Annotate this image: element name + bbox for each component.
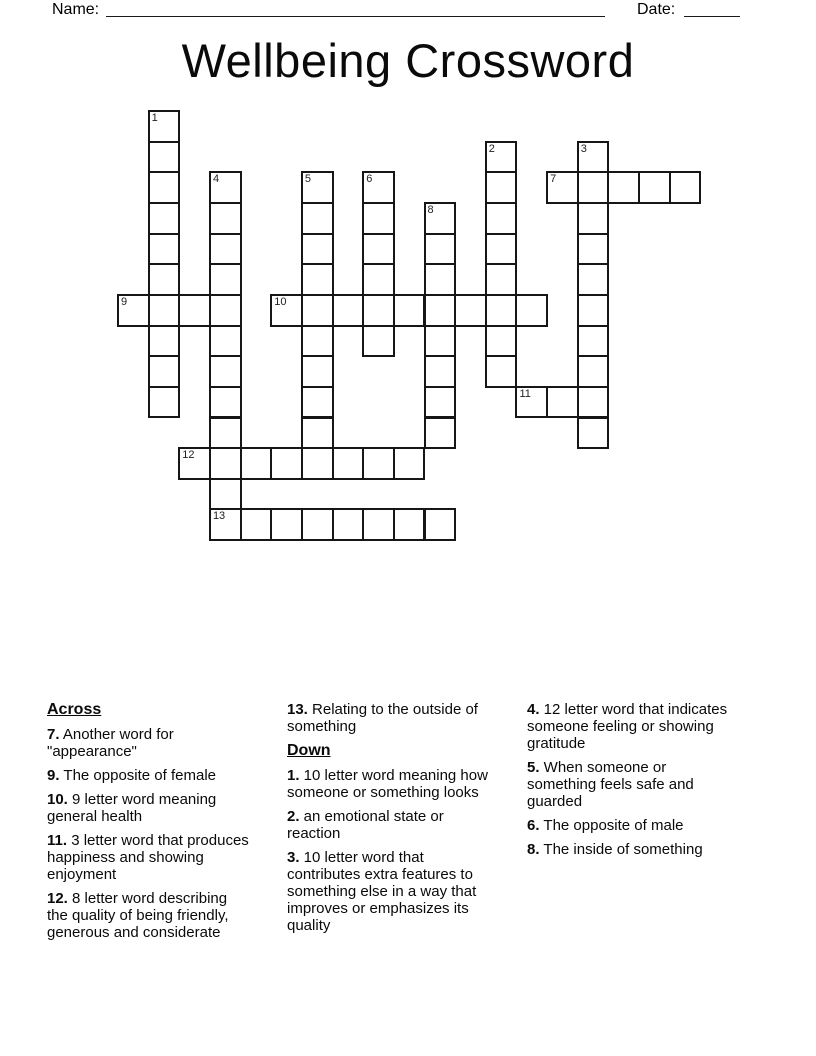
grid-cell-r5-c15 bbox=[577, 263, 610, 296]
grid-cell-r13-c8 bbox=[362, 508, 395, 541]
grid-cell-r6-c1 bbox=[148, 294, 181, 327]
clues-column-3 bbox=[527, 701, 730, 865]
clue-number-label: 12. bbox=[47, 890, 68, 907]
grid-cell-r6-c8 bbox=[362, 294, 395, 327]
grid-cell-r2-c8 bbox=[362, 171, 395, 204]
grid-cell-r11-c9 bbox=[393, 447, 426, 480]
grid-cell-r6-c0 bbox=[117, 294, 150, 327]
grid-cell-r5-c1 bbox=[148, 263, 181, 296]
grid-cell-r2-c17 bbox=[638, 171, 671, 204]
grid-cell-r10-c6 bbox=[301, 417, 334, 450]
grid-cell-r11-c2 bbox=[178, 447, 211, 480]
grid-cell-r4-c3 bbox=[209, 233, 242, 266]
grid-cell-r4-c15 bbox=[577, 233, 610, 266]
grid-cell-r8-c6 bbox=[301, 355, 334, 388]
clue-number-label: 3. bbox=[287, 849, 300, 866]
clue-number-label: 5. bbox=[527, 759, 540, 776]
grid-cell-r9-c10 bbox=[424, 386, 457, 419]
grid-cell-r11-c7 bbox=[332, 447, 365, 480]
clue-across-12 bbox=[47, 890, 250, 941]
grid-cell-r2-c15 bbox=[577, 171, 610, 204]
clue-down-4 bbox=[527, 701, 730, 752]
clue-across-7 bbox=[47, 726, 250, 760]
clue-number-label: 7. bbox=[47, 726, 60, 743]
grid-cell-r7-c15 bbox=[577, 325, 610, 358]
name-label: Name: bbox=[52, 1, 100, 18]
cell-number-12: 12 bbox=[182, 449, 195, 462]
grid-cell-r9-c13 bbox=[515, 386, 548, 419]
clue-text: The inside of something bbox=[539, 841, 703, 858]
down-heading: Down bbox=[287, 742, 331, 759]
cell-number-3: 3 bbox=[580, 142, 587, 155]
grid-cell-r11-c5 bbox=[270, 447, 303, 480]
grid-cell-r13-c6 bbox=[301, 508, 334, 541]
grid-cell-r8-c1 bbox=[148, 355, 181, 388]
grid-cell-r6-c7 bbox=[332, 294, 365, 327]
cell-number-4: 4 bbox=[212, 173, 220, 186]
grid-cell-r4-c8 bbox=[362, 233, 395, 266]
clue-text: Relating to the outside of something bbox=[287, 701, 478, 735]
grid-cell-r2-c3 bbox=[209, 171, 242, 204]
cell-number-6: 6 bbox=[366, 173, 373, 186]
cell-number-9: 9 bbox=[121, 295, 128, 308]
clue-down-8 bbox=[527, 841, 730, 858]
grid-cell-r3-c3 bbox=[209, 202, 242, 235]
clue-number-label: 10. bbox=[47, 791, 68, 808]
grid-cell-r13-c7 bbox=[332, 508, 365, 541]
clue-down-5 bbox=[527, 759, 730, 810]
grid-cell-r10-c3 bbox=[209, 417, 242, 450]
clue-across-13 bbox=[287, 701, 490, 735]
clue-number-label: 1. bbox=[287, 767, 300, 784]
clue-text: The opposite of male bbox=[539, 817, 684, 834]
grid-cell-r5-c6 bbox=[301, 263, 334, 296]
grid-cell-r7-c3 bbox=[209, 325, 242, 358]
clue-down-6 bbox=[527, 817, 730, 834]
clue-text: 12 letter word that indicates someone feeling or showing gratitude bbox=[527, 701, 728, 752]
grid-cell-r9-c14 bbox=[546, 386, 579, 419]
grid-cell-r7-c10 bbox=[424, 325, 457, 358]
clue-across-10 bbox=[47, 791, 250, 825]
clue-text: 3 letter word that produces happiness and showing enjoyment bbox=[47, 832, 249, 883]
grid-cell-r4-c1 bbox=[148, 233, 181, 266]
clue-text: 9 letter word meaning general health bbox=[47, 791, 217, 825]
grid-cell-r6-c3 bbox=[209, 294, 242, 327]
grid-cell-r2-c6 bbox=[301, 171, 334, 204]
clue-down-2 bbox=[287, 808, 490, 842]
clue-number-label: 9. bbox=[47, 767, 60, 784]
clue-text: 10 letter word that contributes extra features to something else in a way that improves or emphasizes its quality bbox=[287, 849, 477, 934]
grid-cell-r13-c4 bbox=[240, 508, 273, 541]
clue-number-label: 4. bbox=[527, 701, 540, 718]
clue-down-1 bbox=[287, 767, 490, 801]
grid-cell-r9-c1 bbox=[148, 386, 181, 419]
grid-cell-r13-c9 bbox=[393, 508, 426, 541]
cell-number-11: 11 bbox=[519, 387, 531, 400]
cell-number-10: 10 bbox=[274, 295, 287, 308]
clue-down-3 bbox=[287, 849, 490, 934]
grid-cell-r1-c15 bbox=[577, 141, 610, 174]
clue-text: When someone or something feels safe and guarded bbox=[527, 759, 694, 810]
grid-cell-r0-c1 bbox=[148, 110, 181, 143]
clue-number-label: 6. bbox=[527, 817, 540, 834]
grid-cell-r10-c10 bbox=[424, 417, 457, 450]
grid-cell-r11-c6 bbox=[301, 447, 334, 480]
grid-cell-r5-c10 bbox=[424, 263, 457, 296]
grid-cell-r12-c3 bbox=[209, 478, 242, 511]
grid-cell-r7-c6 bbox=[301, 325, 334, 358]
cell-number-5: 5 bbox=[304, 173, 312, 186]
grid-cell-r2-c12 bbox=[485, 171, 518, 204]
grid-cell-r8-c10 bbox=[424, 355, 457, 388]
grid-cell-r3-c6 bbox=[301, 202, 334, 235]
grid-cell-r13-c3 bbox=[209, 508, 242, 541]
grid-cell-r13-c10 bbox=[424, 508, 457, 541]
grid-cell-r6-c2 bbox=[178, 294, 211, 327]
clue-number-label: 8. bbox=[527, 841, 540, 858]
clues-column-2 bbox=[287, 701, 490, 941]
clue-number-label: 11. bbox=[47, 832, 68, 849]
grid-cell-r7-c1 bbox=[148, 325, 181, 358]
grid-cell-r3-c15 bbox=[577, 202, 610, 235]
grid-cell-r3-c10 bbox=[424, 202, 457, 235]
grid-cell-r6-c5 bbox=[270, 294, 303, 327]
grid-cell-r6-c10 bbox=[424, 294, 457, 327]
clue-text: Another word for "appearance" bbox=[47, 726, 174, 760]
grid-cell-r9-c6 bbox=[301, 386, 334, 419]
clue-text: 8 letter word describing the quality of being friendly, generous and considerate bbox=[47, 890, 229, 941]
cell-number-7: 7 bbox=[550, 173, 557, 186]
grid-cell-r8-c15 bbox=[577, 355, 610, 388]
grid-cell-r6-c11 bbox=[454, 294, 487, 327]
grid-cell-r6-c6 bbox=[301, 294, 334, 327]
clues-column-1 bbox=[47, 701, 250, 948]
grid-cell-r7-c8 bbox=[362, 325, 395, 358]
grid-cell-r6-c12 bbox=[485, 294, 518, 327]
grid-cell-r2-c14 bbox=[546, 171, 579, 204]
grid-cell-r1-c12 bbox=[485, 141, 518, 174]
clue-number-label: 13. bbox=[287, 701, 308, 718]
cell-number-13: 13 bbox=[212, 510, 226, 523]
grid-cell-r11-c3 bbox=[209, 447, 242, 480]
grid-cell-r4-c12 bbox=[485, 233, 518, 266]
grid-cell-r2-c16 bbox=[607, 171, 640, 204]
date-label: Date: bbox=[637, 1, 676, 18]
grid-cell-r5-c8 bbox=[362, 263, 395, 296]
clue-text: an emotional state or reaction bbox=[287, 808, 444, 842]
clue-text: The opposite of female bbox=[59, 767, 217, 784]
grid-cell-r4-c6 bbox=[301, 233, 334, 266]
grid-cell-r1-c1 bbox=[148, 141, 181, 174]
clue-text: 10 letter word meaning how someone or something looks bbox=[287, 767, 488, 801]
grid-cell-r6-c13 bbox=[515, 294, 548, 327]
grid-cell-r9-c15 bbox=[577, 386, 610, 419]
page-title: Wellbeing Crossword bbox=[181, 34, 635, 87]
grid-cell-r7-c12 bbox=[485, 325, 518, 358]
grid-cell-r3-c1 bbox=[148, 202, 181, 235]
grid-cell-r4-c10 bbox=[424, 233, 457, 266]
grid-cell-r3-c8 bbox=[362, 202, 395, 235]
grid-cell-r9-c3 bbox=[209, 386, 242, 419]
grid-cell-r6-c15 bbox=[577, 294, 610, 327]
across-heading: Across bbox=[47, 701, 102, 718]
cell-number-8: 8 bbox=[427, 203, 434, 216]
grid-cell-r5-c12 bbox=[485, 263, 518, 296]
grid-cell-r11-c4 bbox=[240, 447, 273, 480]
grid-cell-r6-c9 bbox=[393, 294, 426, 327]
clue-across-9 bbox=[47, 767, 250, 784]
grid-cell-r2-c1 bbox=[148, 171, 181, 204]
grid-cell-r5-c3 bbox=[209, 263, 242, 296]
cell-number-2: 2 bbox=[488, 142, 495, 155]
grid-cell-r10-c15 bbox=[577, 417, 610, 450]
clue-across-11 bbox=[47, 832, 250, 883]
grid-cell-r13-c5 bbox=[270, 508, 303, 541]
cell-number-1: 1 bbox=[151, 112, 158, 124]
grid-cell-r3-c12 bbox=[485, 202, 518, 235]
grid-cell-r11-c8 bbox=[362, 447, 395, 480]
grid-cell-r8-c12 bbox=[485, 355, 518, 388]
clue-number-label: 2. bbox=[287, 808, 300, 825]
grid-cell-r8-c3 bbox=[209, 355, 242, 388]
grid-cell-r2-c18 bbox=[669, 171, 702, 204]
